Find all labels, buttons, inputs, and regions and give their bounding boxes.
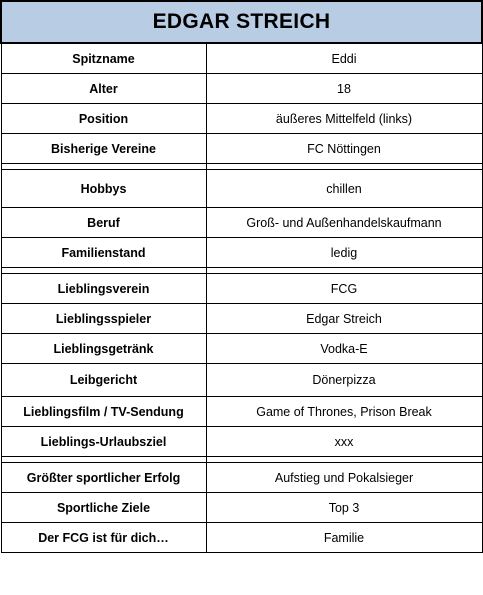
row-value: FCG bbox=[206, 274, 482, 304]
table-row bbox=[1, 463, 482, 493]
row-value: Groß- und Außenhandelskaufmann bbox=[206, 208, 482, 238]
table-row bbox=[1, 74, 482, 104]
row-label: Der FCG ist für dich… bbox=[1, 523, 206, 553]
row-label: Sportliche Ziele bbox=[1, 493, 206, 523]
row-label: Lieblingsgetränk bbox=[1, 334, 206, 364]
row-label: Familienstand bbox=[1, 238, 206, 268]
row-value: chillen bbox=[206, 170, 482, 208]
table-row bbox=[1, 238, 482, 268]
row-label: Größter sportlicher Erfolg bbox=[1, 463, 206, 493]
row-label: Lieblingsfilm / TV-Sendung bbox=[1, 397, 206, 427]
title-row bbox=[1, 1, 482, 43]
row-value: FC Nöttingen bbox=[206, 134, 482, 164]
table-row bbox=[1, 170, 482, 208]
table-row bbox=[1, 334, 482, 364]
row-value: Dönerpizza bbox=[206, 364, 482, 397]
row-label: Spitzname bbox=[1, 43, 206, 74]
table-row bbox=[1, 134, 482, 164]
row-value: Vodka-E bbox=[206, 334, 482, 364]
table-row bbox=[1, 427, 482, 457]
table-row bbox=[1, 397, 482, 427]
player-name-title: EDGAR STREICH bbox=[1, 1, 482, 43]
row-label: Leibgericht bbox=[1, 364, 206, 397]
row-value: ledig bbox=[206, 238, 482, 268]
row-label: Position bbox=[1, 104, 206, 134]
row-value: Eddi bbox=[206, 43, 482, 74]
table-row bbox=[1, 274, 482, 304]
row-label: Beruf bbox=[1, 208, 206, 238]
row-label: Alter bbox=[1, 74, 206, 104]
table-row bbox=[1, 304, 482, 334]
row-value: 18 bbox=[206, 74, 482, 104]
table-row bbox=[1, 104, 482, 134]
row-value: Game of Thrones, Prison Break bbox=[206, 397, 482, 427]
row-value: Top 3 bbox=[206, 493, 482, 523]
row-value: xxx bbox=[206, 427, 482, 457]
row-label: Lieblingsverein bbox=[1, 274, 206, 304]
row-label: Lieblings-Urlaubsziel bbox=[1, 427, 206, 457]
table-row bbox=[1, 493, 482, 523]
row-value: Familie bbox=[206, 523, 482, 553]
row-value: Edgar Streich bbox=[206, 304, 482, 334]
row-label: Bisherige Vereine bbox=[1, 134, 206, 164]
row-value: äußeres Mittelfeld (links) bbox=[206, 104, 482, 134]
row-label: Lieblingsspieler bbox=[1, 304, 206, 334]
table-row bbox=[1, 364, 482, 397]
table-row bbox=[1, 208, 482, 238]
row-value: Aufstieg und Pokalsieger bbox=[206, 463, 482, 493]
table-row bbox=[1, 523, 482, 553]
row-label: Hobbys bbox=[1, 170, 206, 208]
table-row bbox=[1, 43, 482, 74]
